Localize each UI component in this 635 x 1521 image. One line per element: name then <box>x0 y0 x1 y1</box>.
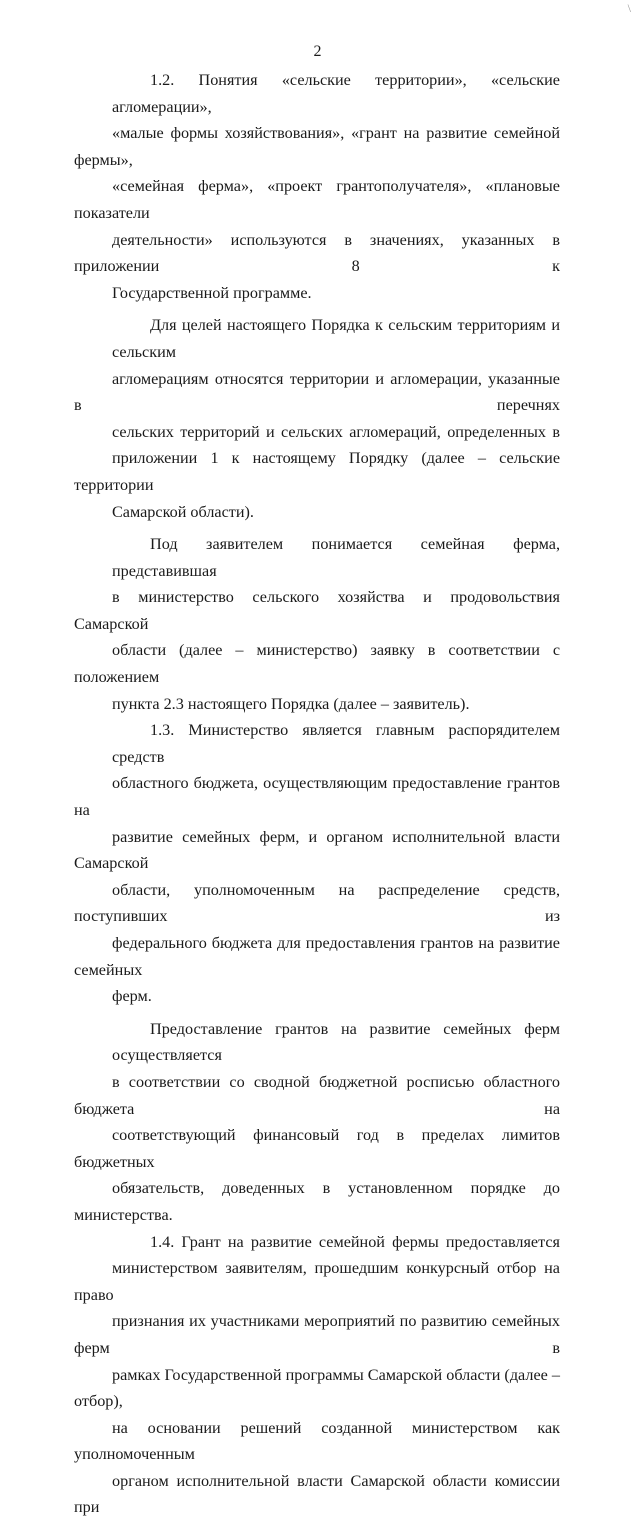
text-line: соответствующий финансовый год в пределах лимитов бюджетных <box>74 1126 560 1171</box>
text-line: Самарской области). <box>112 502 254 521</box>
paragraph-1-4 <box>74 1229 560 1521</box>
text-line: на основании решений созданной министерством как уполномоченным <box>74 1418 560 1464</box>
paragraph-rural-territories <box>74 312 560 525</box>
text-line: признания их участниками мероприятий по развитию семейных ферм в <box>74 1312 560 1357</box>
text-line: Под заявителем понимается семейная ферма, представившая <box>112 535 560 580</box>
paragraph-1-3 <box>74 717 560 1010</box>
text-line: деятельности» используются в значениях, указанных в приложении 8 к <box>74 230 560 276</box>
text-line: обязательств, доведенных в установленном порядке до министерства. <box>74 1179 560 1224</box>
scan-corner-mark: \ <box>627 1 631 15</box>
paragraph-1-2 <box>74 67 560 306</box>
text-line: рамках Государственной программы Самарской области (далее – отбор), <box>74 1365 560 1411</box>
text-line: Государственной программе. <box>112 283 312 302</box>
page-number: 2 <box>313 43 322 60</box>
text-line: области (далее – министерство) заявку в соответствии с положением <box>74 641 560 687</box>
document-body <box>74 67 560 1521</box>
text-line: приложении 1 к настоящему Порядку (далее – сельские территории <box>74 449 560 494</box>
text-line: органом исполнительной власти Самарской области комиссии при <box>74 1471 560 1517</box>
paragraph-budget <box>74 1016 560 1229</box>
text-line: развитие семейных ферм, и органом исполнительной власти Самарской <box>74 827 560 873</box>
paragraph-applicant <box>74 531 560 717</box>
text-line: Предоставление грантов на развитие семейных ферм осуществляется <box>112 1019 560 1065</box>
text-line: области, уполномоченным на распределение средств, поступивших из <box>74 880 560 926</box>
text-line: 1.4. Грант на развитие семейной фермы предоставляется <box>150 1232 560 1251</box>
text-line: 1.2. Понятия «сельские территории», «сельские агломерации», <box>112 71 560 116</box>
text-line: в министерство сельского хозяйства и продовольствия Самарской <box>74 588 560 633</box>
text-line: в соответствии со сводной бюджетной росписью областного бюджета на <box>74 1072 560 1118</box>
text-line: областного бюджета, осуществляющим предоставление грантов на <box>74 774 560 820</box>
text-line: 1.3. Министерство является главным распорядителем средств <box>112 721 560 766</box>
text-line: министерством заявителям, прошедшим конкурсный отбор на право <box>74 1259 560 1304</box>
text-line: «малые формы хозяйствования», «грант на развитие семейной фермы», <box>74 124 560 169</box>
text-line: пункта 2.3 настоящего Порядка (далее – заявитель). <box>112 694 470 713</box>
text-line: агломерациям относятся территории и агломерации, указанные в перечнях <box>74 369 560 415</box>
text-line: ферм. <box>112 987 152 1006</box>
text-line: Для целей настоящего Порядка к сельским территориям и сельским <box>112 316 560 361</box>
text-line: федерального бюджета для предоставления грантов на развитие семейных <box>74 934 560 979</box>
text-line: «семейная ферма», «проект грантополучателя», «плановые показатели <box>74 177 560 222</box>
text-line: сельских территорий и сельских агломераций, определенных в <box>112 422 560 441</box>
